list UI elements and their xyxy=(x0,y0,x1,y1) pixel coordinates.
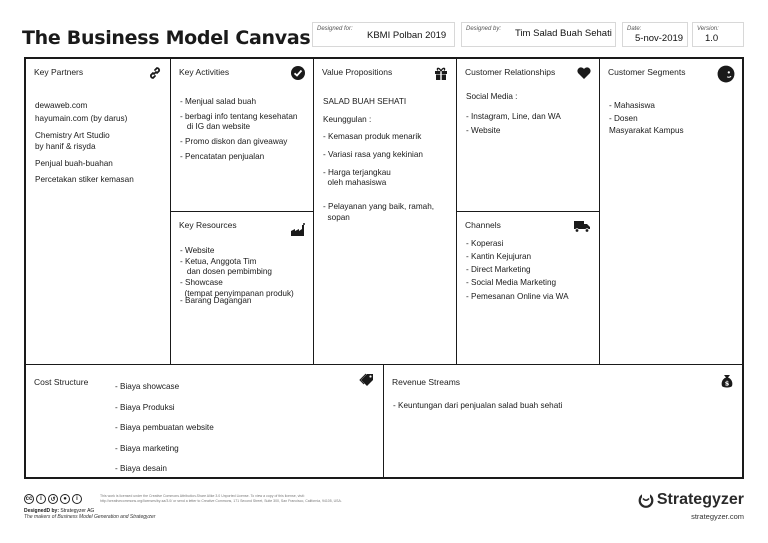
channels-content xyxy=(466,237,569,303)
designed-by-label: Designed by: xyxy=(466,26,502,32)
list-item: - Barang Dagangan xyxy=(180,296,252,306)
strategyzer-logo[interactable] xyxy=(638,491,744,509)
list-item: - berbagi info tentang kesehatan xyxy=(180,111,298,121)
designed-by-box[interactable] xyxy=(461,22,616,47)
list-item: - Promo diskon dan giveaway xyxy=(180,136,288,146)
list-item: dan dosen pembimbing xyxy=(180,267,272,277)
makers-text: The makers of Business Model Generation and Strategyzer xyxy=(24,514,156,520)
cc-icons xyxy=(24,494,82,504)
key-activities-title: Key Activities xyxy=(179,67,230,77)
svg-text:$: $ xyxy=(724,379,730,388)
business-model-canvas xyxy=(24,57,744,479)
list-item: Masyarakat Kampus xyxy=(609,126,684,136)
list-item: Percetakan stiker kemasan xyxy=(35,174,134,184)
version-value: 1.0 xyxy=(705,33,719,44)
list-item: oleh mahasiswa xyxy=(323,178,387,188)
cost-structure-title: Cost Structure xyxy=(34,377,89,387)
list-item: - Website xyxy=(180,246,215,255)
page-title: The Business Model Canvas xyxy=(22,27,311,49)
factory-icon xyxy=(290,222,306,238)
list-item: - Biaya Produksi xyxy=(115,402,175,412)
list-item: - Direct Marketing xyxy=(466,265,531,275)
list-item: - Kantin Kejujuran xyxy=(466,252,532,262)
customer-segments-title: Customer Segments xyxy=(608,67,686,77)
footer-license xyxy=(24,494,342,520)
value-propositions-content xyxy=(323,97,434,223)
list-item: - Koperasi xyxy=(466,239,504,248)
cc-sa-icon: ↺ xyxy=(48,494,58,504)
key-partners-content xyxy=(35,100,134,186)
cost-structure-content xyxy=(115,377,214,480)
designed-by-footer-value: Strategyzer AG xyxy=(60,508,95,514)
list-item: Social Media : xyxy=(466,92,518,101)
list-item: - Biaya marketing xyxy=(115,443,179,453)
list-item: SALAD BUAH SEHATI xyxy=(323,97,407,106)
key-partners-title: Key Partners xyxy=(34,67,84,77)
list-item: by hanif & risyda xyxy=(35,142,96,152)
designed-for-label: Designed for: xyxy=(317,26,353,32)
version-label: Version: xyxy=(697,26,719,32)
list-item: - Pencatatan penjualan xyxy=(180,151,265,161)
designed-by-footer-label: DesignedD by: xyxy=(24,508,60,514)
list-item: - Ketua, Anggota Tim xyxy=(180,256,257,266)
list-item: Keunggulan : xyxy=(323,114,372,124)
list-item: - Biaya showcase xyxy=(115,382,180,391)
list-item: - Website xyxy=(466,126,501,136)
list-item: di IG dan website xyxy=(180,122,251,132)
list-item: - Biaya desain xyxy=(115,464,167,473)
designed-for-box[interactable] xyxy=(312,22,455,47)
brand-name: Strategyzer xyxy=(656,491,744,508)
revenue-streams-block[interactable] xyxy=(384,365,742,477)
designed-by-value: Tim Salad Buah Sehati xyxy=(515,28,612,39)
customer-segments-block[interactable] xyxy=(600,59,742,365)
strategyzer-logo-icon xyxy=(638,492,654,508)
list-item: Penjual buah-buahan xyxy=(35,158,113,168)
link-icon xyxy=(147,65,163,81)
customer-segments-content xyxy=(609,100,684,138)
list-item: - Keuntungan dari penjualan salad buah sehati xyxy=(393,401,563,410)
designed-for-value: KBMI Polban 2019 xyxy=(367,30,447,41)
list-item: - Biaya pembuatan website xyxy=(115,423,214,432)
list-item: - Kemasan produk menarik xyxy=(323,132,422,142)
version-box[interactable] xyxy=(692,22,744,47)
list-item: - Variasi rasa yang kekinian xyxy=(323,149,423,159)
list-item: Chemistry Art Studio xyxy=(35,131,110,141)
key-resources-title: Key Resources xyxy=(179,220,237,230)
money-bag-icon xyxy=(719,373,735,389)
key-activities-content xyxy=(180,97,297,162)
channels-block[interactable] xyxy=(457,212,600,365)
customer-relationships-title: Customer Relationships xyxy=(465,67,556,77)
face-icon xyxy=(717,65,735,83)
list-item: - Social Media Marketing xyxy=(466,278,557,288)
list-item: - Pemesanan Online via WA xyxy=(466,291,569,301)
cc-by-icon: i xyxy=(36,494,46,504)
list-item: (tempat penyimpanan produk) xyxy=(180,288,294,298)
list-item: - Instagram, Line, dan WA xyxy=(466,111,561,121)
customer-relationships-block[interactable] xyxy=(457,59,600,212)
list-item: - Mahasiswa xyxy=(609,101,655,110)
list-item: - Harga terjangkau xyxy=(323,167,391,177)
date-value: 5-nov-2019 xyxy=(635,33,684,44)
heart-icon xyxy=(576,65,592,81)
customer-relationships-content xyxy=(466,92,561,137)
cost-structure-block[interactable] xyxy=(26,365,384,477)
list-item: - Showcase xyxy=(180,277,223,287)
gift-icon xyxy=(433,65,449,81)
tag-icon xyxy=(359,371,375,387)
date-label: Date: xyxy=(627,26,642,32)
value-propositions-title: Value Propositions xyxy=(322,67,393,77)
list-item: sopan xyxy=(323,212,350,222)
check-circle-icon xyxy=(290,65,306,81)
channels-title: Channels xyxy=(465,220,501,230)
cc-person-icon: ● xyxy=(60,494,70,504)
key-resources-block[interactable] xyxy=(171,212,314,365)
truck-icon xyxy=(572,218,592,234)
list-item: hayumain.com (by darus) xyxy=(35,113,128,123)
list-item: dewaweb.com xyxy=(35,101,88,110)
cc-icon: cc xyxy=(25,496,33,502)
list-item: - Pelayanan yang baik, ramah, xyxy=(323,201,435,211)
value-propositions-block[interactable] xyxy=(314,59,457,365)
key-activities-block[interactable] xyxy=(171,59,314,212)
cc-info-icon: i xyxy=(72,494,82,504)
revenue-streams-content xyxy=(393,401,562,412)
brand-url[interactable]: strategyzer.com xyxy=(691,512,744,521)
revenue-streams-title: Revenue Streams xyxy=(392,377,461,387)
list-item: - Dosen xyxy=(609,113,638,123)
license-text: This work is licensed under the Creative Commons Attribution-Share Alike 3.0 Unported License. To view a copy of this license, visit: http://creativecommons.org/licenses/by-sa/3.0/ or send a letter to Creative Commons, 171 Second Street, Suite 300, San Francisco, California, 94105, USA. xyxy=(100,494,342,503)
key-resources-content xyxy=(180,246,294,307)
date-box[interactable] xyxy=(622,22,688,47)
key-partners-block[interactable] xyxy=(26,59,171,365)
list-item: - Menjual salad buah xyxy=(180,97,257,106)
